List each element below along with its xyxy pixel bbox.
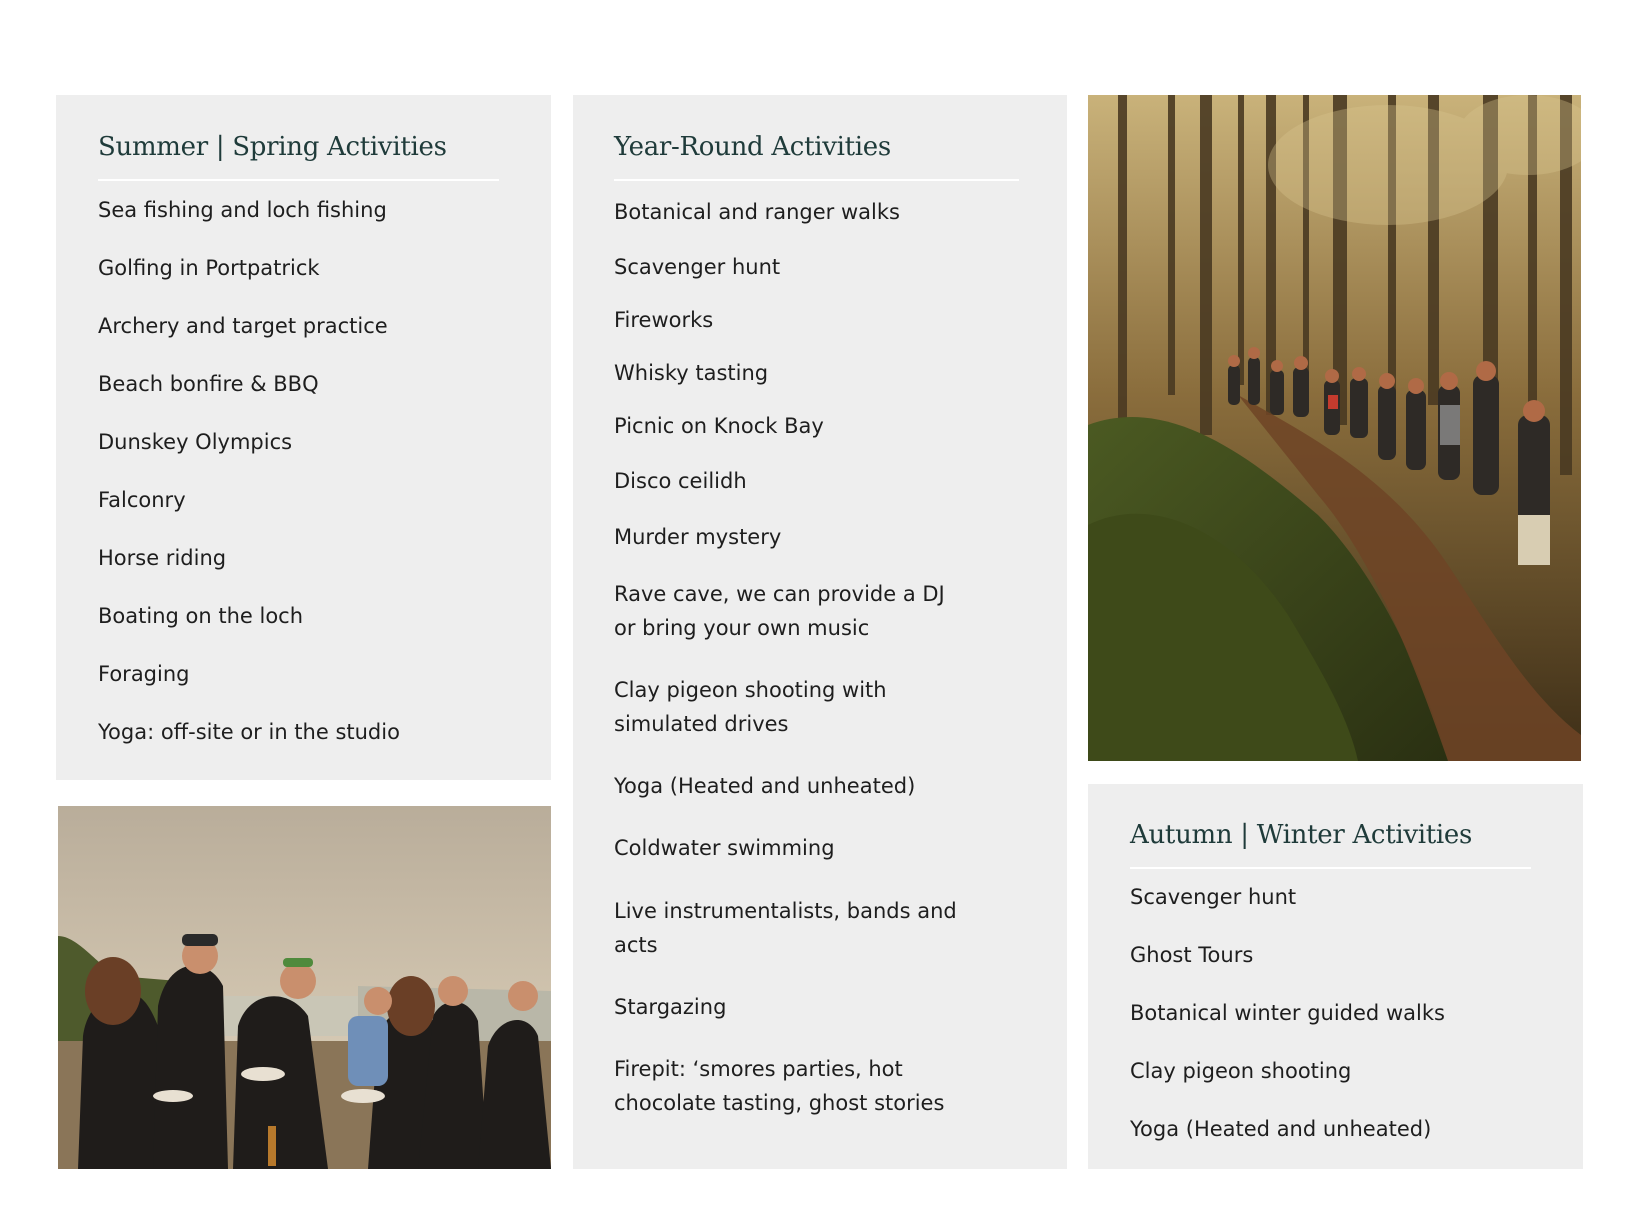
list-item-line: Firepit: ‘smores parties, hot <box>614 1057 903 1081</box>
beach-gathering-illustration <box>58 806 551 1169</box>
list-item: Ghost Tours <box>1130 943 1254 967</box>
autumn-winter-panel <box>1088 784 1583 1169</box>
list-item: Golfing in Portpatrick <box>98 256 320 280</box>
list-item: Yoga (Heated and unheated) <box>1130 1117 1432 1141</box>
list-item-line: or bring your own music <box>614 616 870 640</box>
list-item: Fireworks <box>614 308 714 332</box>
list-item <box>614 673 887 741</box>
list-item <box>614 894 957 962</box>
year-round-title: Year-Round Activities <box>614 132 891 162</box>
list-item-line: acts <box>614 933 658 957</box>
list-item: Scavenger hunt <box>614 255 781 279</box>
list-item: Sea fishing and loch fishing <box>98 198 387 222</box>
list-item: Botanical winter guided walks <box>1130 1001 1445 1025</box>
autumn-winter-title: Autumn | Winter Activities <box>1130 820 1473 850</box>
list-item: Foraging <box>98 662 190 686</box>
list-item: Stargazing <box>614 995 727 1019</box>
list-item: Horse riding <box>98 546 227 570</box>
year-round-panel <box>573 95 1067 1169</box>
list-item: Yoga (Heated and unheated) <box>614 774 916 798</box>
list-item: Disco ceilidh <box>614 469 747 493</box>
list-item: Botanical and ranger walks <box>614 200 900 224</box>
beach-gathering-photo <box>58 806 551 1169</box>
list-item-line: simulated drives <box>614 712 789 736</box>
list-item: Scavenger hunt <box>1130 885 1297 909</box>
list-item: Falconry <box>98 488 186 512</box>
list-item: Boating on the loch <box>98 604 304 628</box>
year-title-rule <box>614 179 1019 181</box>
summer-spring-panel <box>56 95 551 780</box>
list-item: Archery and target practice <box>98 314 388 338</box>
list-item: Coldwater swimming <box>614 836 835 860</box>
list-item-line: Live instrumentalists, bands and <box>614 899 957 923</box>
forest-walk-photo <box>1088 95 1581 761</box>
list-item: Picnic on Knock Bay <box>614 414 824 438</box>
forest-walk-illustration <box>1088 95 1581 761</box>
list-item-line: Clay pigeon shooting with <box>614 678 887 702</box>
list-item: Beach bonfire & BBQ <box>98 372 319 396</box>
autumn-title-rule <box>1130 867 1531 869</box>
list-item: Murder mystery <box>614 525 782 549</box>
list-item-line: Rave cave, we can provide a DJ <box>614 582 945 606</box>
list-item-line: chocolate tasting, ghost stories <box>614 1091 945 1115</box>
summer-title-rule <box>98 179 499 181</box>
list-item <box>614 577 945 645</box>
list-item <box>614 1052 944 1120</box>
summer-spring-title: Summer | Spring Activities <box>98 132 447 162</box>
list-item: Whisky tasting <box>614 361 769 385</box>
list-item: Clay pigeon shooting <box>1130 1059 1352 1083</box>
list-item: Yoga: off-site or in the studio <box>98 720 400 744</box>
list-item: Dunskey Olympics <box>98 430 293 454</box>
